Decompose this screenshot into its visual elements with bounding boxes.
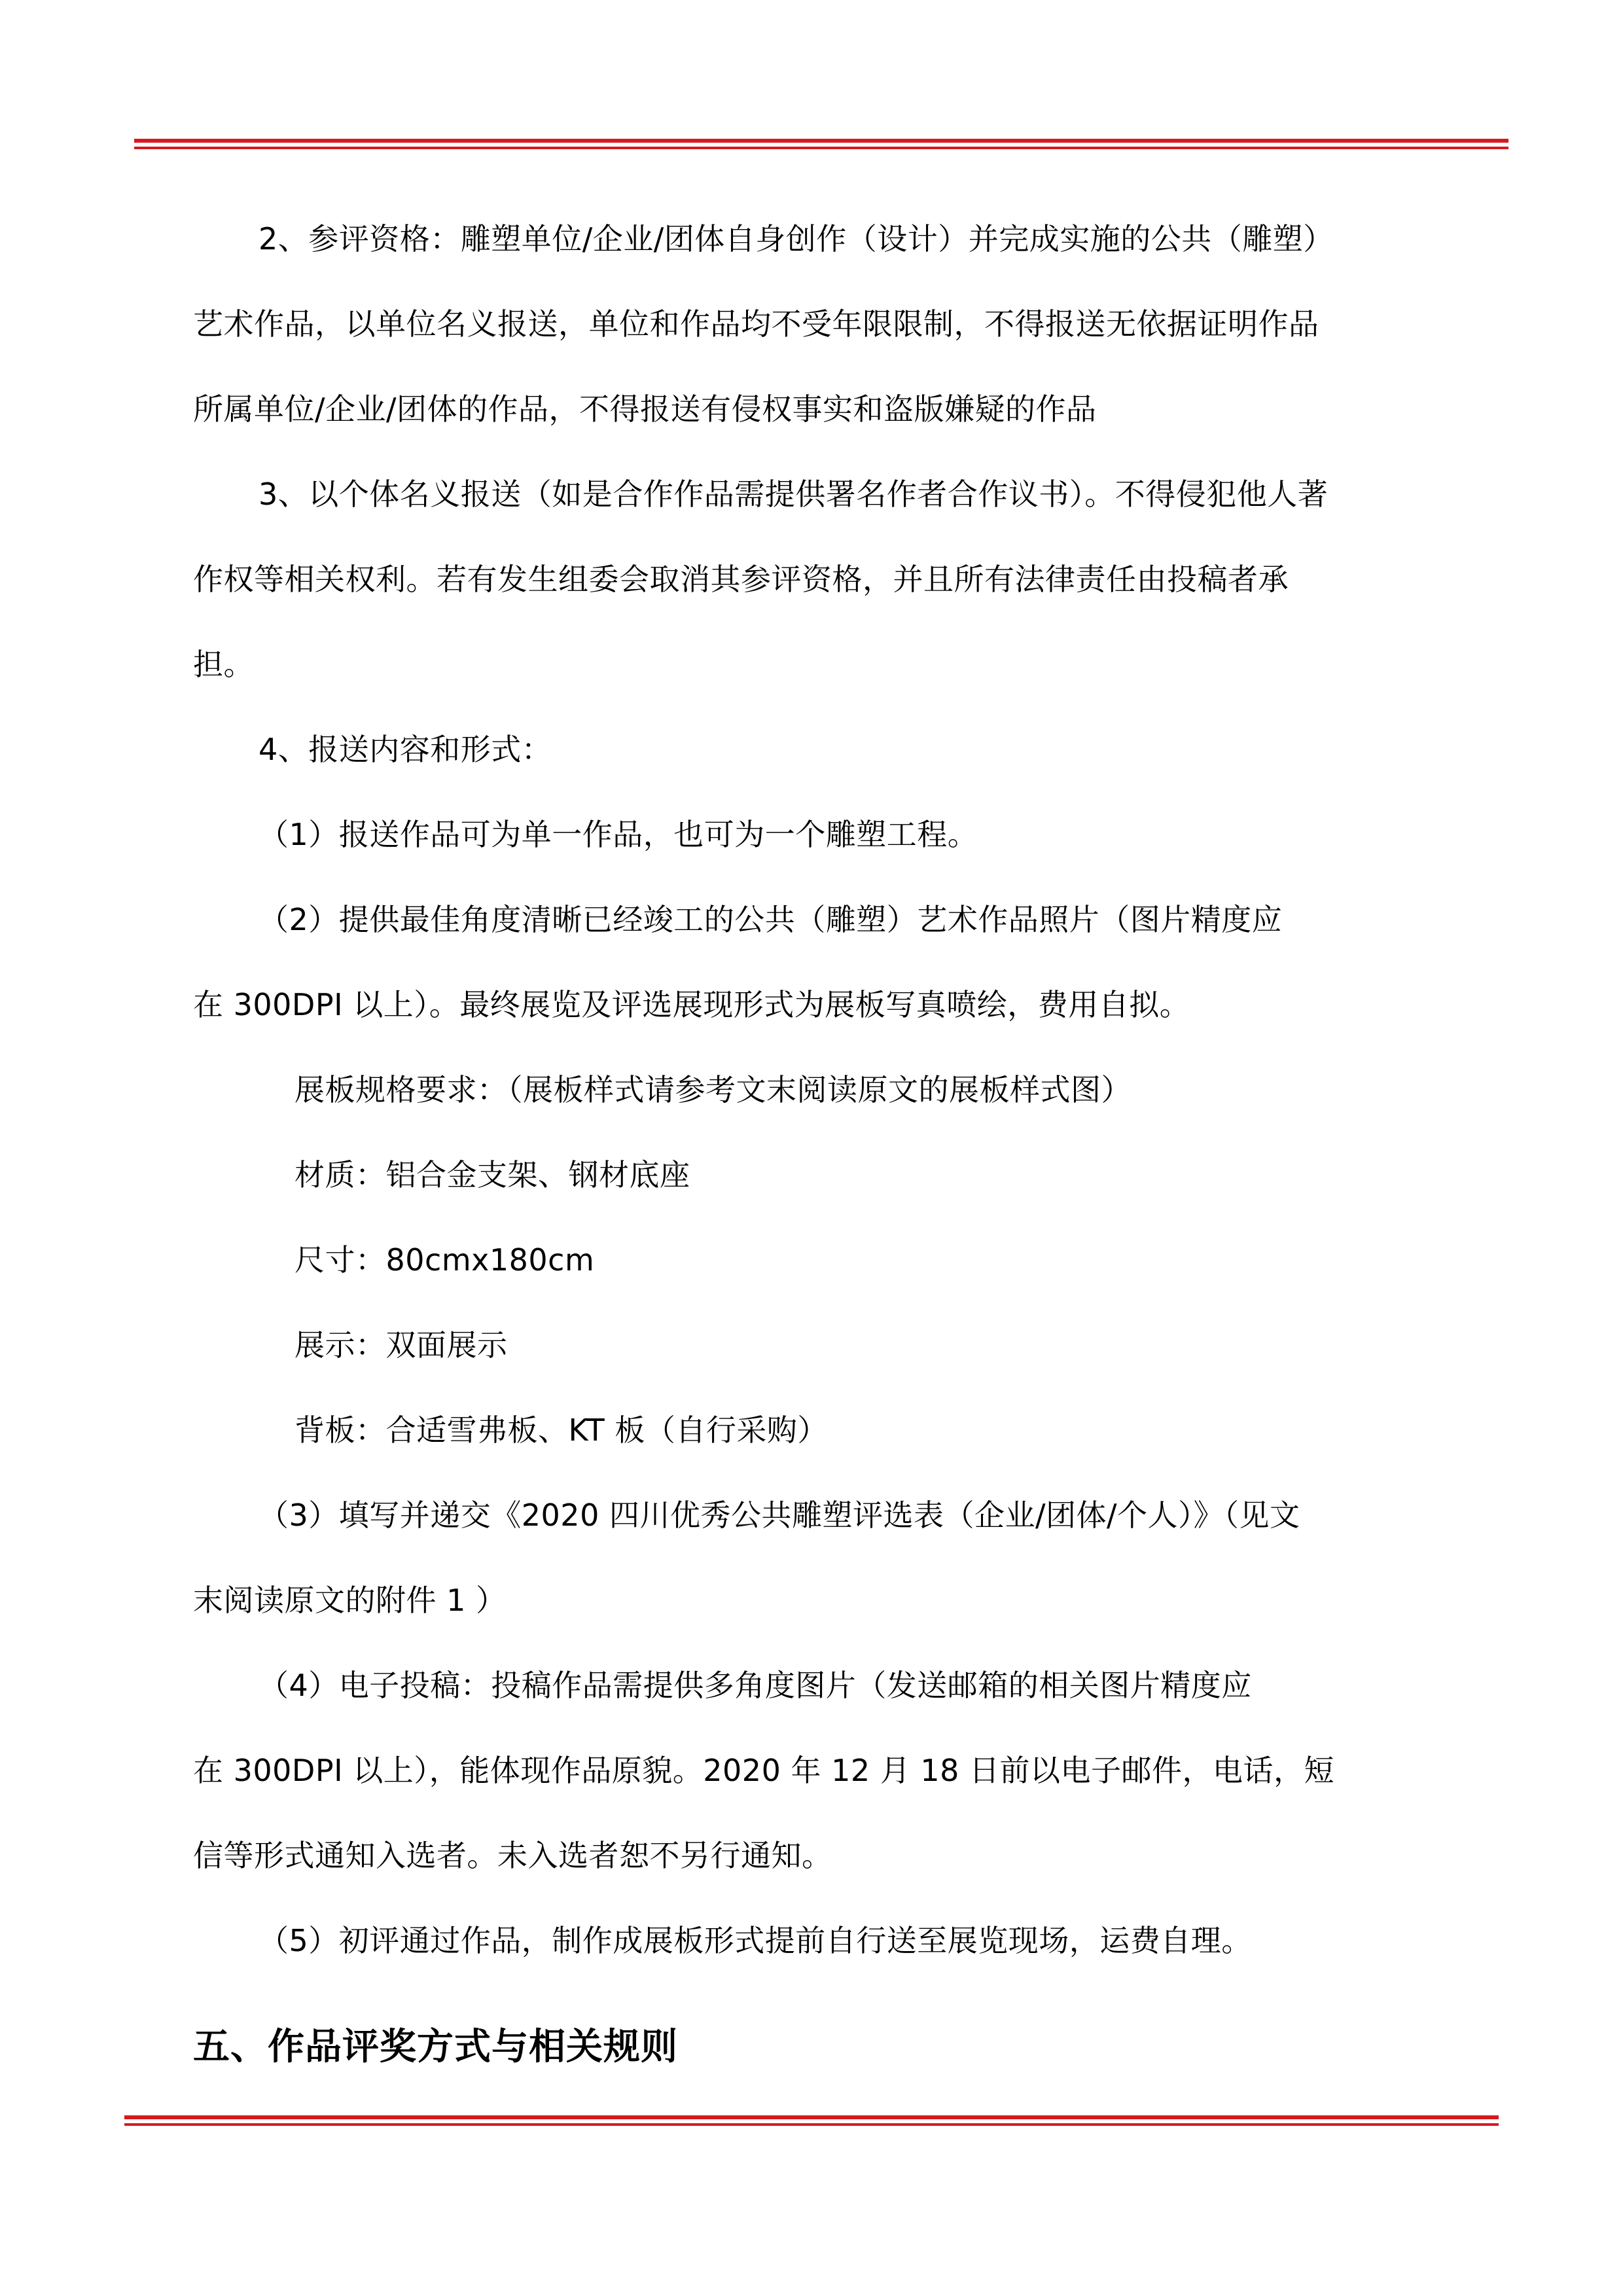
item-1-line-1: （1）报送作品可为单一作品，也可为一个雕塑工程。: [259, 817, 978, 852]
item-5-line-1: （5）初评通过作品，制作成展板形式提前自行送至展览现场，运费自理。: [259, 1923, 1252, 1958]
header-rule-bottom: [134, 147, 1508, 149]
para-3-line-1: 3、以个体名义报送（如是合作作品需提供署名作者合作议书）。不得侵犯他人著: [259, 476, 1329, 512]
para-2-line-2: 艺术作品，以单位名义报送，单位和作品均不受年限限制，不得报送无依据证明作品: [193, 306, 1319, 342]
item-2-line-2: 在 300DPI 以上）。最终展览及评选展现形式为展板写真喷绘，费用自拟。: [193, 987, 1190, 1022]
item-4-line-3: 信等形式通知入选者。未入选者恕不另行通知。: [193, 1838, 832, 1873]
spec-display: 展示：双面展示: [294, 1327, 508, 1363]
header-rule-top: [134, 139, 1508, 143]
para-3-line-3: 担。: [193, 647, 254, 682]
item-2-line-1: （2）提供最佳角度清晰已经竣工的公共（雕塑）艺术作品照片（图片精度应: [259, 902, 1283, 937]
para-4-line-1: 4、报送内容和形式：: [259, 732, 552, 767]
footer-rule-bottom: [124, 2123, 1499, 2126]
section-heading: 五、作品评奖方式与相关规则: [193, 2026, 678, 2068]
item-4-line-1: （4）电子投稿：投稿作品需提供多角度图片（发送邮箱的相关图片精度应: [259, 1668, 1252, 1703]
spec-material: 材质：铝合金支架、钢材底座: [294, 1157, 690, 1193]
item-3-line-1: （3）填写并递交《2020 四川优秀公共雕塑评选表（企业/团体/个人）》（见文: [259, 1498, 1300, 1533]
para-3-line-2: 作权等相关权利。若有发生组委会取消其参评资格，并且所有法律责任由投稿者承: [193, 562, 1289, 597]
para-2-line-3: 所属单位/企业/团体的作品，不得报送有侵权事实和盗版嫌疑的作品: [193, 391, 1097, 427]
spec-size: 尺寸：80cmx180cm: [294, 1242, 595, 1278]
item-3-line-2: 末阅读原文的附件 1 ）: [193, 1583, 507, 1618]
spec-back: 背板：合适雪弗板、KT 板（自行采购）: [294, 1412, 828, 1448]
item-4-line-2: 在 300DPI 以上），能体现作品原貌。2020 年 12 月 18 日前以电子邮件，电话，短: [193, 1753, 1335, 1788]
para-2-line-1: 2、参评资格：雕塑单位/企业/团体自身创作（设计）并完成实施的公共（雕塑）: [259, 221, 1334, 257]
spec-title: 展板规格要求：（展板样式请参考文末阅读原文的展板样式图）: [294, 1072, 1132, 1107]
footer-rule-top: [124, 2115, 1499, 2119]
